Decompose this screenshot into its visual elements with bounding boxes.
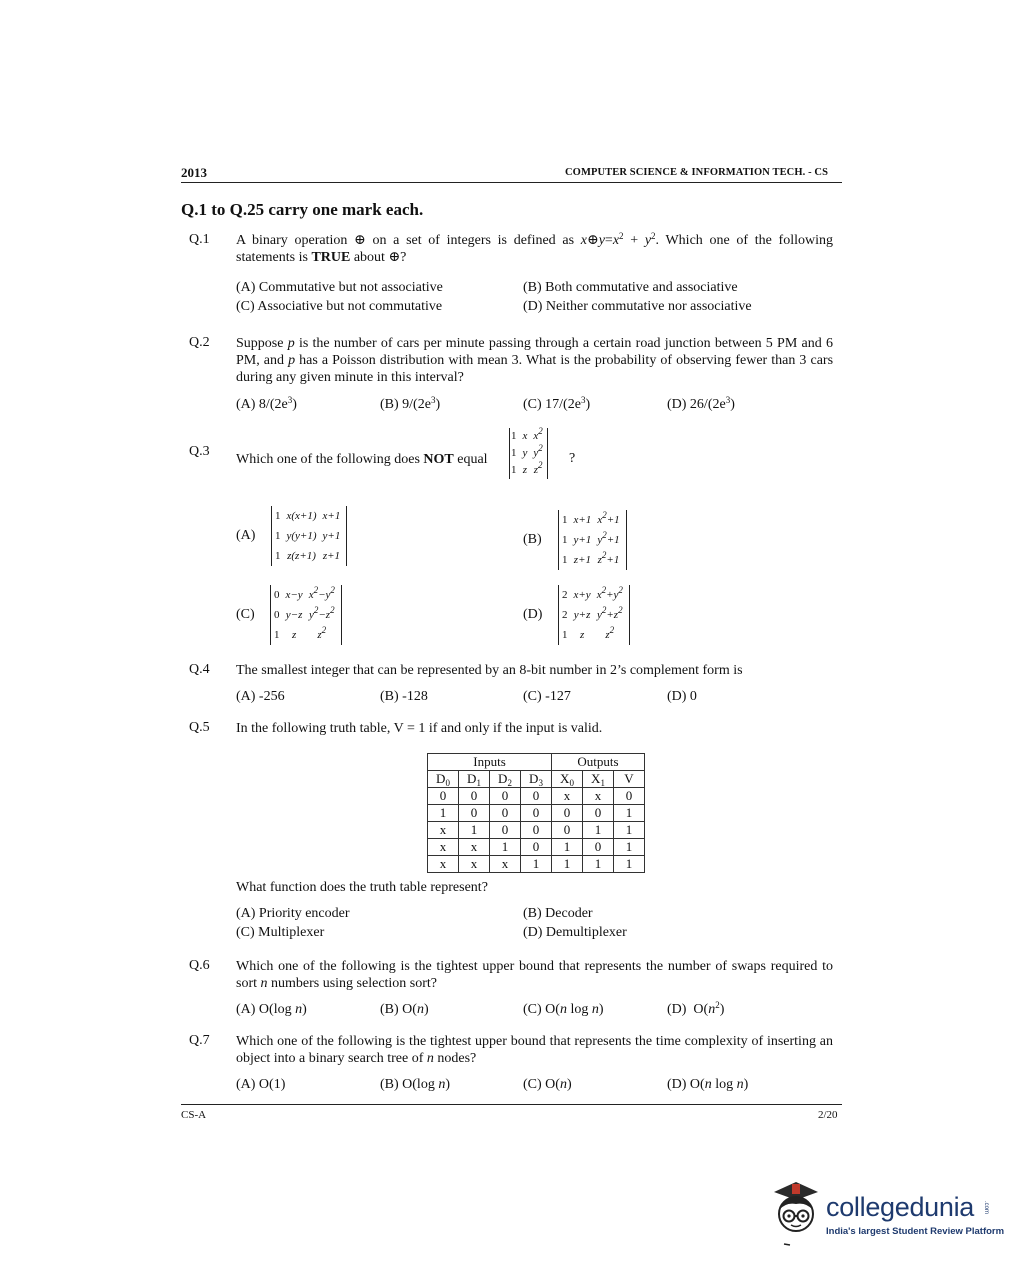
q1-option-b: (B) Both commutative and associative: [523, 280, 738, 295]
q1-text: A binary operation ⊕ on a set of integers is defined as $x\oplus y=x^2 + y^2$. Which one of the following statements is TRUE about ⊕?: [236, 231, 833, 265]
col-x0: $X_0$: [552, 771, 583, 788]
q3-matrix-b: 1 x+1 $x^2+1$ 1 y+1 $y^2+1$ 1 z+1 $z^2+1$: [558, 510, 627, 570]
q4-option-c: (C) -127: [523, 689, 571, 704]
q3-determinant: 1 x $x^2$ 1 y $y^2$ 1 z $z^2$: [509, 428, 548, 479]
q7-option-d: (D) O(n log n): [667, 1077, 749, 1092]
q3-matrix-a: 1 x(x+1) x+1 1 y(y+1) y+1 1 z(z+1) z+1: [271, 506, 347, 566]
q7-number: Q.7: [189, 1033, 210, 1048]
column-header-row: [428, 771, 645, 788]
q4-text: The smallest integer that can be represented by an 8-bit number in 2’s complement form is: [236, 663, 743, 678]
outputs-header: Outputs: [552, 754, 645, 771]
col-d2: $D_2$: [490, 771, 521, 788]
q3-number: Q.3: [189, 444, 210, 459]
q3-matrix-d: 2 x+y $x^2+y^2$ 2 y+z $y^2+z^2$ 1 z $z^2$: [558, 585, 630, 645]
q5-option-d: (D) Demultiplexer: [523, 925, 627, 940]
col-v: V: [614, 771, 645, 788]
q5-option-b: (B) Decoder: [523, 906, 593, 921]
q6-text: Which one of the following is the tightest upper bound that represents the number of swaps required to sort n numbers using selection sort?: [236, 959, 833, 991]
q4-option-a: (A) -256: [236, 689, 285, 704]
col-x1: $X_1$: [583, 771, 614, 788]
q3-text: Which one of the following does NOT equal: [236, 452, 488, 467]
footer-rule: [181, 1104, 842, 1105]
brand-domain: .com: [983, 1201, 989, 1215]
section-title: Q.1 to Q.25 carry one mark each.: [181, 200, 424, 219]
table-row: 1 0 0 0 0 0 1: [428, 805, 645, 822]
q3-label-b: (B): [523, 532, 542, 547]
col-d1: $D_1$: [459, 771, 490, 788]
q5-number: Q.5: [189, 720, 210, 735]
exam-subject: COMPUTER SCIENCE & INFORMATION TECH. - CS: [565, 167, 829, 178]
paper-code: CS-A: [181, 1109, 207, 1121]
table-row: x 1 0 0 0 1 1: [428, 822, 645, 839]
q6-option-a: (A) O(log n): [236, 1002, 307, 1017]
col-d0: $D_0$: [428, 771, 459, 788]
table-row: 0 0 0 0 x x 0: [428, 788, 645, 805]
q5-followup: What function does the truth table represent?: [236, 880, 488, 895]
header-rule: [181, 182, 842, 183]
inputs-header: Inputs: [428, 754, 552, 771]
q6-option-b: (B) O(n): [380, 1002, 429, 1017]
q2-number: Q.2: [189, 335, 210, 350]
brand-tagline: India's largest Student Review Platform: [826, 1226, 1005, 1237]
q4-option-b: (B) -128: [380, 689, 428, 704]
q2-option-d: (D) $26/(2e^3)$: [667, 395, 735, 412]
q2-option-b: (B) $9/(2e^3)$: [380, 395, 441, 412]
q7-text: Which one of the following is the tightest upper bound that represents the time complexity of inserting an object into a binary search tree of n nodes?: [236, 1034, 833, 1066]
q2-option-c: (C) $17/(2e^3)$: [523, 395, 591, 412]
q7-option-a: (A) O(1): [236, 1077, 286, 1092]
q1-option-d: (D) Neither commutative nor associative: [523, 299, 752, 314]
table-row: x x x 1 1 1 1: [428, 856, 645, 873]
q4-number: Q.4: [189, 662, 210, 677]
q3-question-mark: ?: [569, 451, 576, 466]
q6-option-d: (D) $O(n^2)$: [667, 1000, 725, 1017]
q2-text: Suppose p is the number of cars per minute passing through a certain road junction between 5 PM and 6 PM, and p has a Poisson distribution with mean 3. What is the probability of observing fewer than 3 cars during any given minute in this interval?: [236, 336, 834, 385]
brand-logo: collegedunia: [826, 1192, 975, 1222]
q6-number: Q.6: [189, 958, 210, 973]
q4-option-d: (D) 0: [667, 689, 697, 704]
q1-number: Q.1: [189, 232, 210, 247]
q2-option-a: (A) $8/(2e^3)$: [236, 395, 297, 412]
q5-text: In the following truth table, V = 1 if and only if the input is valid.: [236, 721, 603, 736]
q3-matrix-c: 0 x−y $x^2-y^2$ 0 y−z $y^2-z^2$ 1 z $z^2$: [270, 585, 342, 645]
exam-year: 2013: [181, 165, 207, 180]
q5-option-a: (A) Priority encoder: [236, 906, 350, 921]
q3-label-d: (D): [523, 607, 543, 622]
col-d3: $D_3$: [521, 771, 552, 788]
mascot-icon: [766, 1178, 824, 1248]
q3-label-a: (A): [236, 528, 256, 543]
q1-option-c: (C) Associative but not commutative: [236, 299, 443, 314]
page-number: 2/20: [818, 1109, 838, 1121]
q7-option-b: (B) O(log n): [380, 1077, 450, 1092]
table-row: x x 1 0 1 0 1: [428, 839, 645, 856]
q7-option-c: (C) O(n): [523, 1077, 572, 1092]
q5-option-c: (C) Multiplexer: [236, 925, 325, 940]
q6-option-c: (C) O(n log n): [523, 1002, 604, 1017]
q3-label-c: (C): [236, 607, 255, 622]
q1-option-a: (A) Commutative but not associative: [236, 280, 443, 295]
truth-table: [427, 753, 645, 873]
